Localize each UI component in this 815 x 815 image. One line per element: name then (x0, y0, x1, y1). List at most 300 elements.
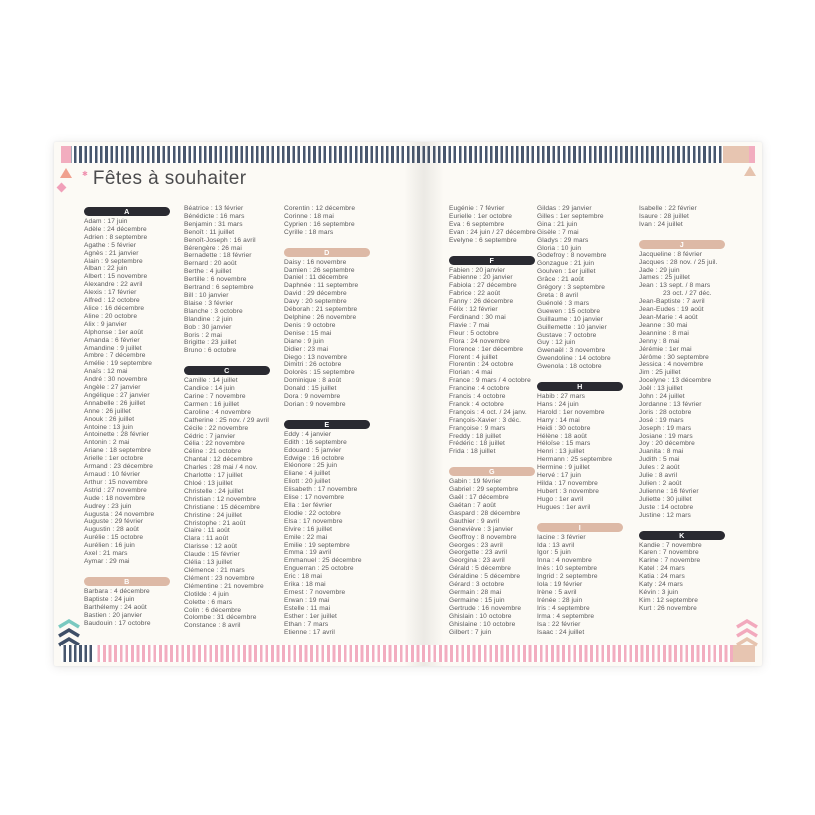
name-day-entry: Francine : 4 octobre (449, 385, 510, 393)
name-day-entry: Isa : 22 février (537, 620, 581, 628)
name-day-entry: Katy : 24 mars (639, 581, 683, 589)
name-day-entry: Dora : 9 novembre (284, 393, 341, 401)
name-day-entry: Ghislaine : 10 octobre (449, 620, 516, 628)
name-day-entry: Fabien : 20 janvier (449, 266, 506, 274)
name-day-entry: Baudouin : 17 octobre (84, 619, 151, 627)
name-day-entry: Chantal : 12 décembre (184, 456, 253, 464)
name-day-entry: Gabriel : 29 septembre (449, 486, 519, 494)
name-day-entry: Katel : 24 mars (639, 565, 685, 573)
name-day-entry: Clémentine : 21 novembre (184, 582, 264, 590)
washi-tape-bottom (61, 645, 755, 662)
name-day-entry: Igor : 5 juin (537, 549, 571, 557)
name-day-entry: Diane : 9 juin (284, 337, 324, 345)
name-day-entry: Bertille : 6 novembre (184, 276, 247, 284)
name-day-entry: Déborah : 21 septembre (284, 306, 358, 314)
name-day-entry: Franck : 4 octobre (449, 400, 504, 408)
name-day-entry: Céline : 21 octobre (184, 448, 242, 456)
name-day-entry: Bernard : 20 août (184, 260, 237, 268)
name-day-entry: Goulven : 1er juillet (537, 268, 596, 276)
name-day-entry: Etienne : 17 avril (284, 628, 335, 636)
name-day-entry: Josiane : 19 mars (639, 432, 693, 440)
name-day-entry: Emmanuel : 25 décembre (284, 557, 362, 565)
name-day-entry: Camille : 14 juillet (184, 377, 238, 385)
name-day-entry: Constance : 8 avril (184, 622, 241, 630)
name-day-entry: Ida : 13 avril (537, 541, 575, 549)
name-day-entry: Benjamin : 31 mars (184, 220, 243, 228)
name-day-entry: Adèle : 24 décembre (84, 225, 147, 233)
decor-diamond-top-left (57, 183, 67, 193)
name-day-entry: Florence : 1er décembre (449, 345, 524, 353)
name-day-entry: Caroline : 4 novembre (184, 408, 251, 416)
name-day-entry: Francis : 4 octobre (449, 393, 506, 401)
name-day-entry: Isabelle : 22 février (639, 205, 697, 212)
name-day-entry: Célia : 22 novembre (184, 440, 245, 448)
name-day-entry: Edwige : 16 octobre (284, 454, 345, 462)
name-day-entry: Julien : 2 août (639, 480, 682, 487)
name-day-entry: Agnès : 21 janvier (84, 249, 139, 257)
name-day-entry: Irénée : 28 juin (537, 596, 583, 604)
name-day-entry: Jean-Eudes : 19 août (639, 306, 704, 314)
name-day-entry: Cédric : 7 janvier (184, 432, 236, 440)
section-gap (284, 409, 378, 418)
name-day-entry: Blaise : 3 février (184, 299, 234, 307)
name-day-entry: Kim : 12 septembre (639, 596, 698, 604)
name-day-entry: Iola : 19 février (537, 581, 583, 589)
name-day-entry: Gilbert : 7 juin (449, 628, 492, 636)
name-day-entry: Greta : 8 avril (537, 291, 579, 299)
name-day-entry: Armand : 23 décembre (84, 463, 154, 471)
name-day-entry: Clément : 23 novembre (184, 574, 255, 582)
section-header-H: H (537, 382, 623, 391)
name-day-entry: Eléonore : 25 juin (284, 462, 338, 470)
name-day-entry: Isaac : 24 juillet (537, 628, 585, 636)
name-day-entry: José : 19 mars (639, 416, 684, 424)
name-day-entry: Hermine : 9 juillet (537, 464, 590, 472)
name-day-entry: Harold : 1er novembre (537, 408, 605, 416)
name-day-entry: Albert : 15 novembre (84, 273, 148, 281)
name-day-entry: Arthur : 15 novembre (84, 478, 148, 486)
name-day-entry: Juste : 14 octobre (639, 503, 694, 511)
name-day-entry: Jérémie : 1er mai (639, 345, 692, 353)
name-day-entry: Georgette : 23 avril (449, 549, 508, 557)
name-day-entry: Angélique : 27 janvier (84, 391, 150, 399)
name-day-entry: Hervé : 17 juin (537, 472, 582, 480)
name-day-entry: Fabienne : 20 janvier (449, 274, 513, 282)
name-day-entry: Dimitri : 26 octobre (284, 361, 342, 369)
name-day-entry: Alban : 22 juin (84, 265, 128, 273)
name-day-entry: Gwenaël : 3 novembre (537, 347, 606, 355)
name-day-entry: Gérald : 5 décembre (449, 565, 512, 573)
name-day-entry: Auguste : 29 février (84, 518, 144, 526)
name-day-entry: Gertrude : 16 novembre (449, 604, 522, 612)
name-day-entry: Adrien : 8 septembre (84, 233, 148, 241)
name-day-entry: Antoinette : 28 février (84, 431, 149, 439)
name-day-entry: Judith : 5 mai (639, 456, 680, 464)
name-day-entry: Catherine : 25 nov. / 29 avril (184, 416, 269, 424)
name-day-entry: Aude : 18 novembre (84, 494, 146, 502)
name-day-entry: Elise : 17 novembre (284, 494, 345, 502)
name-day-entry: André : 30 novembre (84, 376, 148, 384)
name-day-entry: Jacqueline : 8 février (639, 250, 703, 258)
name-day-entry: Jessica : 4 novembre (639, 361, 704, 369)
name-day-entry: Gladys : 29 mars (537, 236, 589, 244)
name-day-entry: Barbara : 4 décembre (84, 587, 150, 595)
chevron-decor-right (734, 618, 760, 648)
name-day-entry: Iris : 4 septembre (537, 604, 590, 612)
name-day-entry: Dolorès : 15 septembre (284, 369, 355, 377)
tape-bottom-left-navy (61, 645, 95, 662)
name-day-entry: Gildas : 29 janvier (537, 205, 592, 212)
name-day-entry: Cécile : 22 novembre (184, 424, 249, 432)
name-day-entry: Hans : 24 juin (537, 400, 579, 408)
section-gap (184, 355, 278, 364)
name-day-entry: Carmen : 16 juillet (184, 400, 240, 408)
name-day-entry: Brigitte : 23 juillet (184, 339, 237, 347)
name-day-entry: Dorian : 9 novembre (284, 400, 346, 408)
name-day-entry: Guewen : 15 octobre (537, 307, 601, 315)
name-day-entry: Jacques : 28 nov. / 25 juil. (639, 258, 718, 266)
planner-spread (54, 142, 762, 666)
title-row (82, 168, 246, 190)
name-day-entry: Alfred : 12 octobre (84, 297, 140, 305)
name-day-entry: Christine : 24 juillet (184, 511, 242, 519)
section-gap (537, 371, 631, 380)
name-day-entry: Guénolé : 3 mars (537, 299, 590, 307)
name-day-entry: Gauthier : 9 avril (449, 517, 500, 525)
name-day-entry: Evan : 24 juin / 27 décembre (449, 228, 536, 236)
name-day-entry: Katia : 24 mars (639, 573, 685, 581)
name-day-entry: Boris : 2 mai (184, 331, 222, 339)
name-day-entry: David : 29 décembre (284, 290, 347, 298)
name-day-entry: Clélia : 13 juillet (184, 559, 233, 567)
name-day-entry: Anouk : 26 juillet (84, 415, 135, 423)
name-day-entry: Inès : 10 septembre (537, 565, 598, 573)
name-day-entry: Christophe : 21 août (184, 519, 246, 527)
name-day-entry: Clotilde : 4 juin (184, 590, 229, 598)
name-day-entry: Bill : 10 janvier (184, 291, 229, 299)
name-day-entry: Elsa : 17 novembre (284, 517, 343, 525)
section-header-F: F (449, 256, 535, 265)
name-day-entry: Jeanne : 30 mai (639, 321, 688, 329)
name-day-entry: Astrid : 27 novembre (84, 486, 147, 494)
name-day-entry: François-Xavier : 3 déc. (449, 416, 522, 424)
name-day-entry: Gabin : 19 février (449, 478, 502, 486)
page-title: Fêtes à souhaiter (92, 168, 247, 189)
tape-end-right-pink (749, 146, 755, 163)
name-day-entry: Colombe : 31 décembre (184, 614, 257, 622)
name-day-entry: Hubert : 3 novembre (537, 487, 600, 495)
name-day-entry: Kévin : 3 juin (639, 588, 679, 596)
name-day-entry: Bastien : 20 janvier (84, 611, 143, 619)
name-day-entry: Gwenola : 18 octobre (537, 363, 602, 371)
tape-end-left (61, 146, 71, 163)
name-day-entry: Isaure : 28 juillet (639, 212, 689, 220)
name-day-entry: Delphine : 26 novembre (284, 313, 357, 321)
star-icon: ✱ (82, 171, 88, 178)
name-day-entry: Colin : 6 décembre (184, 606, 242, 614)
name-day-entry: Irma : 4 septembre (537, 612, 595, 620)
name-day-entry: Kurt : 26 novembre (639, 604, 697, 612)
tape-bottom-right-beige (733, 645, 755, 662)
name-day-entry: Enguerran : 25 octobre (284, 565, 354, 573)
name-day-entry: Bernadette : 18 février (184, 252, 252, 260)
name-day-entry: Amanda : 6 février (84, 336, 140, 344)
name-column-2 (184, 205, 278, 630)
name-day-entry: Gonzague : 21 juin (537, 260, 595, 268)
name-day-entry: Aurélie : 15 octobre (84, 534, 144, 542)
name-day-entry: Adam : 17 juin (84, 218, 128, 225)
decor-triangle-top-left (60, 168, 72, 178)
name-day-entry: Freddy : 18 juillet (449, 432, 502, 440)
name-day-entry: Géraldine : 5 décembre (449, 573, 521, 581)
section-gap (84, 566, 178, 575)
section-header-E: E (284, 420, 370, 429)
name-day-entry: Gwendoline : 14 octobre (537, 355, 611, 363)
name-day-entry: Benoît-Joseph : 16 avril (184, 236, 256, 244)
name-day-entry: Emilie : 19 septembre (284, 541, 350, 549)
name-day-entry: Agathe : 5 février (84, 241, 137, 249)
name-day-entry: Aymar : 29 mai (84, 557, 130, 565)
name-day-entry: Grâce : 21 août (537, 276, 584, 284)
name-day-entry: Félix : 12 février (449, 306, 498, 314)
name-day-entry: Gaspard : 28 décembre (449, 509, 521, 517)
name-day-entry: Geoffroy : 8 novembre (449, 533, 517, 541)
name-day-entry: Christian : 12 novembre (184, 495, 257, 503)
name-day-entry: Irène : 5 avril (537, 588, 577, 596)
name-day-entry: Anaïs : 12 mai (84, 368, 128, 376)
name-day-entry: Germain : 28 mai (449, 588, 502, 596)
name-column-3 (284, 205, 378, 636)
name-day-entry: Eurielle : 1er octobre (449, 212, 513, 220)
section-header-I: I (537, 523, 623, 532)
name-day-entry: Jean : 13 sept. / 8 mars (639, 282, 711, 290)
name-day-entry: Alexandre : 22 avril (84, 281, 143, 289)
name-day-entry: Eliott : 20 juillet (284, 478, 331, 486)
section-header-J: J (639, 240, 725, 249)
name-day-entry: Harry : 14 mai (537, 416, 580, 424)
name-day-entry: Fabrice : 22 août (449, 290, 501, 298)
name-day-entry: Amélie : 19 septembre (84, 360, 153, 368)
name-day-entry: Flora : 24 novembre (449, 337, 510, 345)
name-day-entry: Germaine : 15 juin (449, 596, 505, 604)
name-day-entry: Blanche : 3 octobre (184, 307, 243, 315)
name-day-entry: Iacine : 3 février (537, 533, 586, 541)
name-day-entry: Joël : 13 juillet (639, 385, 683, 393)
name-day-entry: Edith : 16 septembre (284, 438, 347, 446)
name-day-entry: Eric : 18 mai (284, 573, 322, 581)
name-day-entry: Jean-Baptiste : 7 avril (639, 298, 705, 306)
name-day-entry: Hermann : 25 septembre (537, 456, 613, 464)
name-day-entry: Héloïse : 15 mars (537, 440, 591, 448)
name-day-entry: Georges : 23 avril (449, 541, 503, 549)
name-day-entry: Inna : 4 novembre (537, 557, 592, 565)
name-day-entry: Habib : 27 mars (537, 393, 586, 401)
name-day-entry: Joris : 28 octobre (639, 408, 692, 416)
name-day-entry: Evelyne : 6 septembre (449, 236, 517, 244)
name-day-entry: Karen : 7 novembre (639, 549, 699, 557)
name-day-entry: Annabelle : 26 juillet (84, 399, 146, 407)
name-day-entry: Karine : 7 novembre (639, 557, 701, 565)
name-day-entry: Arnaud : 10 février (84, 471, 141, 478)
name-day-entry: Jérôme : 30 septembre (639, 353, 709, 361)
name-day-entry: Donald : 15 juillet (284, 385, 337, 393)
name-day-entry: Béatrice : 13 février (184, 205, 244, 212)
name-day-entry: James : 25 juillet (639, 274, 690, 282)
name-day-entry: Corinne : 18 mai (284, 212, 334, 220)
name-day-entry: Alix : 9 janvier (84, 320, 127, 328)
name-day-entry: Jules : 2 août (639, 464, 680, 472)
name-day-entry: Baptiste : 24 juin (84, 595, 135, 603)
name-day-entry: Hilda : 17 novembre (537, 480, 598, 487)
name-day-entry: Damien : 26 septembre (284, 266, 355, 274)
name-day-entry: Gustave : 7 octobre (537, 331, 597, 339)
name-day-entry: Joy : 20 décembre (639, 440, 695, 448)
name-day-entry: Charles : 28 mai / 4 nov. (184, 464, 258, 472)
name-day-entry: Georgina : 23 avril (449, 557, 505, 565)
name-day-entry: Angèle : 27 janvier (84, 384, 141, 392)
name-day-entry: Gina : 21 juin (537, 220, 578, 228)
name-day-entry: Gaétan : 7 août (449, 502, 496, 509)
name-day-entry: Henri : 13 juillet (537, 448, 585, 456)
name-column-1 (84, 205, 178, 627)
name-day-entry: Jenny : 8 mai (639, 337, 680, 345)
name-day-entry: Kandie : 7 novembre (639, 541, 702, 549)
name-day-entry: Aline : 20 octobre (84, 312, 138, 320)
section-gap (537, 512, 631, 521)
name-day-entry: Daisy : 16 novembre (284, 258, 347, 266)
name-column-5 (537, 205, 631, 636)
name-day-entry: Jim : 25 juillet (639, 369, 681, 377)
name-day-columns (54, 205, 762, 645)
name-day-entry: Axel : 21 mars (84, 550, 128, 558)
name-day-entry: Guillemette : 10 janvier (537, 323, 607, 331)
name-day-entry: Ethan : 7 mars (284, 620, 329, 628)
name-day-entry: Fanny : 26 décembre (449, 298, 514, 306)
chevron-decor-left (56, 618, 82, 648)
name-day-entry: Hélène : 18 août (537, 432, 587, 440)
name-day-entry: Colette : 6 mars (184, 598, 233, 606)
name-day-entry: Augustin : 28 août (84, 526, 139, 534)
name-day-entry: Esther : 1er juillet (284, 612, 337, 620)
name-day-entry: Françoise : 9 mars (449, 424, 506, 432)
name-day-entry: Christelle : 24 juillet (184, 487, 244, 495)
name-day-entry: Guy : 12 juin (537, 339, 576, 347)
name-day-entry: Ferdinand : 30 mai (449, 313, 506, 321)
name-day-entry: Berthe : 4 juillet (184, 268, 232, 276)
name-day-entry: John : 24 juillet (639, 393, 685, 401)
name-day-entry: Amandine : 9 juillet (84, 344, 142, 352)
name-day-entry: Emma : 19 avril (284, 549, 332, 557)
name-day-entry: Bob : 30 janvier (184, 323, 232, 331)
name-day-entry: Juanita : 8 mai (639, 448, 684, 456)
name-day-entry: Denise : 15 mai (284, 329, 332, 337)
name-day-entry: Cyprien : 16 septembre (284, 220, 355, 228)
name-day-entry: Ingrid : 2 septembre (537, 573, 598, 581)
name-day-entry: Eugénie : 7 février (449, 205, 505, 212)
name-day-entry: Eddy : 4 janvier (284, 430, 332, 438)
section-gap (639, 520, 733, 529)
name-day-entry: Christiane : 15 décembre (184, 503, 261, 511)
name-day-entry: Florent : 4 juillet (449, 353, 498, 361)
name-day-entry: Claude : 15 février (184, 551, 240, 559)
name-day-entry: Bérengère : 26 mai (184, 244, 242, 252)
name-day-entry: Estelle : 11 mai (284, 604, 331, 612)
name-day-entry: Fabiola : 27 décembre (449, 282, 517, 290)
name-day-entry: Gloria : 10 juin (537, 244, 582, 252)
name-day-entry: Bénédicte : 16 mars (184, 212, 245, 220)
name-day-entry: Frédéric : 18 juillet (449, 440, 505, 448)
name-day-entry: Jocelyne : 13 décembre (639, 377, 712, 385)
name-day-entry: Jean-Marie : 4 août (639, 313, 698, 321)
name-day-entry: Godefroy : 8 novembre (537, 252, 607, 260)
name-day-entry: Gaël : 17 décembre (449, 494, 509, 502)
name-day-entry: Anne : 26 juillet (84, 407, 131, 415)
section-gap (639, 229, 733, 238)
name-day-entry: Alain : 9 septembre (84, 257, 143, 265)
name-day-entry: Clarisse : 12 août (184, 543, 238, 551)
decor-triangle-top-right (744, 166, 756, 176)
name-day-entry: Juliette : 30 juillet (639, 495, 692, 503)
name-day-entry: Clémence : 21 mars (184, 566, 245, 574)
name-day-entry: Alphonse : 1er août (84, 328, 144, 336)
name-day-entry: Jeannine : 8 mai (639, 329, 689, 337)
name-day-entry: Edouard : 5 janvier (284, 446, 342, 454)
section-gap (284, 237, 378, 246)
name-day-entry: Davy : 20 septembre (284, 298, 347, 306)
name-day-entry: Antoine : 13 juin (84, 423, 133, 431)
name-day-entry: Grégory : 3 septembre (537, 284, 606, 292)
name-day-entry: Aurélien : 16 juin (84, 542, 135, 550)
name-day-entry: Corentin : 12 décembre (284, 205, 356, 212)
name-day-entry: Augusta : 24 novembre (84, 510, 155, 518)
name-day-entry: Carine : 7 novembre (184, 393, 246, 401)
tape-end-right-beige (723, 146, 749, 163)
name-day-entry: Didier : 23 mai (284, 345, 329, 353)
name-day-entry: Alexis : 17 février (84, 289, 137, 297)
name-day-entry: Gérard : 3 octobre (449, 581, 505, 589)
name-day-entry: Emile : 22 mai (284, 533, 328, 541)
name-day-entry: Eliane : 4 juillet (284, 470, 331, 478)
name-column-4 (449, 205, 543, 636)
name-day-entry: Guillaume : 10 janvier (537, 315, 603, 323)
name-day-entry: Audrey : 23 juin (84, 502, 132, 510)
name-day-entry: Ernest : 7 novembre (284, 588, 346, 596)
name-day-entry: Jordanne : 13 février (639, 400, 702, 408)
section-header-B: B (84, 577, 170, 586)
name-day-entry: Dominique : 8 août (284, 377, 342, 385)
name-day-entry: Florian : 4 mai (449, 369, 493, 377)
name-day-entry: Florentin : 24 octobre (449, 361, 514, 369)
name-day-entry: Barthélemy : 24 août (84, 603, 147, 611)
name-day-entry: Flavie : 7 mai (449, 321, 490, 329)
section-gap (449, 245, 543, 254)
name-day-entry: Arielle : 1er octobre (84, 455, 144, 463)
section-header-A: A (84, 207, 170, 216)
name-day-entry: Ariane : 18 septembre (84, 447, 151, 455)
name-day-entry: Hugues : 1er avril (537, 503, 591, 511)
name-day-entry: Gilles : 1er septembre (537, 212, 604, 220)
name-day-entry: Claire : 11 août (184, 527, 230, 535)
name-day-entry: François : 4 oct. / 24 janv. (449, 408, 527, 416)
name-day-entry: Julie : 8 avril (639, 472, 678, 480)
name-day-entry: Antonin : 2 mai (84, 439, 130, 447)
section-header-G: G (449, 467, 535, 476)
name-day-entry: Justine : 12 mars (639, 511, 691, 519)
name-day-entry: Bruno : 6 octobre (184, 347, 237, 355)
name-day-entry: Ivan : 24 juillet (639, 220, 683, 228)
name-column-6 (639, 205, 733, 613)
name-day-entry: Joseph : 19 mars (639, 424, 692, 432)
